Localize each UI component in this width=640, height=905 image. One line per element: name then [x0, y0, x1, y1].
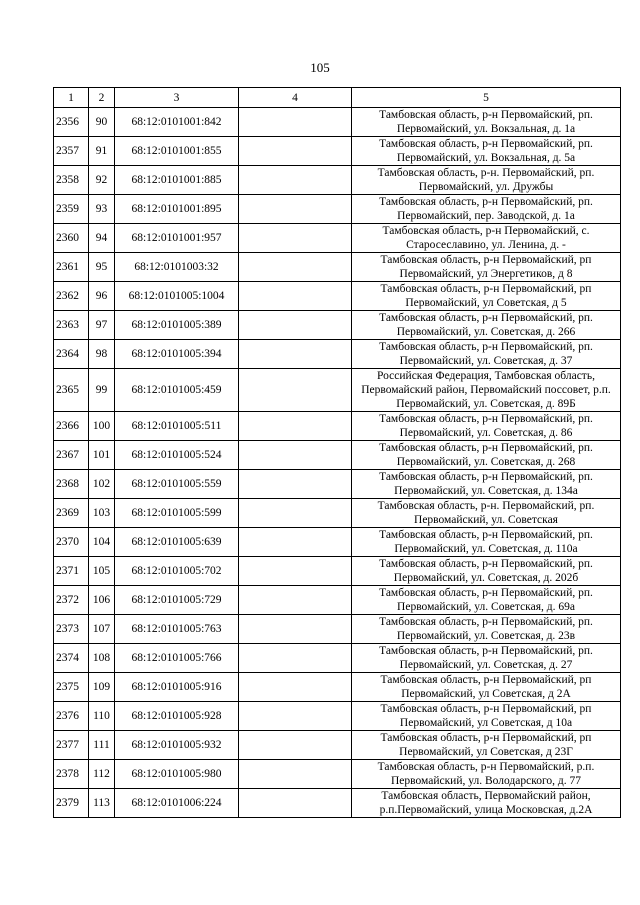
column-4-cell	[239, 499, 352, 528]
address-cell: Тамбовская область, р-н Первомайский, рп. Первомайский, ул. Вокзальная, д. 1а	[352, 108, 621, 137]
address-cell: Тамбовская область, р-н Первомайский, рп. Первомайский, ул. Советская, д. 27	[352, 644, 621, 673]
table-row	[54, 441, 621, 470]
row-number: 2357	[54, 137, 89, 166]
page-number: 105	[310, 60, 330, 75]
column-4-cell	[239, 557, 352, 586]
cadastral-number: 68:12:0101005:729	[115, 586, 239, 615]
row-number: 2369	[54, 499, 89, 528]
row-index: 94	[89, 224, 115, 253]
cadastral-number: 68:12:0101005:980	[115, 760, 239, 789]
row-number: 2374	[54, 644, 89, 673]
table-row	[54, 253, 621, 282]
table-row	[54, 731, 621, 760]
address-cell: Тамбовская область, р-н Первомайский, рп. Первомайский, ул. Советская, д. 268	[352, 441, 621, 470]
header-col-5: 5	[352, 88, 621, 108]
table-row	[54, 586, 621, 615]
row-number: 2362	[54, 282, 89, 311]
address-cell: Тамбовская область, Первомайский район, р.п.Первомайский, улица Московская, д.2А	[352, 789, 621, 818]
table-row	[54, 195, 621, 224]
address-cell: Тамбовская область, р-н Первомайский, рп. Первомайский, ул. Советская, д. 69а	[352, 586, 621, 615]
cadastral-number: 68:12:0101005:459	[115, 369, 239, 412]
column-4-cell	[239, 702, 352, 731]
table-row	[54, 760, 621, 789]
address-cell: Российская Федерация, Тамбовская область, Первомайский район, Первомайский поссовет, р.п. Первомайский, ул. Советская, д. 89Б	[352, 369, 621, 412]
row-index: 92	[89, 166, 115, 195]
row-index: 110	[89, 702, 115, 731]
column-4-cell	[239, 166, 352, 195]
address-cell: Тамбовская область, р-н Первомайский, рп. Первомайский, ул. Советская, д. 110а	[352, 528, 621, 557]
row-index: 109	[89, 673, 115, 702]
address-cell: Тамбовская область, р-н Первомайский, рп Первомайский, ул Советская, д 5	[352, 282, 621, 311]
address-cell: Тамбовская область, р-н Первомайский, рп. Первомайский, ул. Советская, д. 202б	[352, 557, 621, 586]
column-4-cell	[239, 195, 352, 224]
column-4-cell	[239, 369, 352, 412]
table-row	[54, 499, 621, 528]
row-index: 96	[89, 282, 115, 311]
row-number: 2370	[54, 528, 89, 557]
table-row	[54, 224, 621, 253]
row-index: 106	[89, 586, 115, 615]
row-index: 93	[89, 195, 115, 224]
address-cell: Тамбовская область, р-н Первомайский, рп. Первомайский, ул. Вокзальная, д. 5а	[352, 137, 621, 166]
column-4-cell	[239, 224, 352, 253]
row-index: 103	[89, 499, 115, 528]
cadastral-number: 68:12:0101001:895	[115, 195, 239, 224]
cadastral-number: 68:12:0101005:763	[115, 615, 239, 644]
row-index: 107	[89, 615, 115, 644]
row-index: 91	[89, 137, 115, 166]
cadastral-number: 68:12:0101005:394	[115, 340, 239, 369]
row-index: 98	[89, 340, 115, 369]
row-number: 2377	[54, 731, 89, 760]
header-col-1: 1	[54, 88, 89, 108]
row-number: 2376	[54, 702, 89, 731]
row-number: 2358	[54, 166, 89, 195]
cadastral-number: 68:12:0101006:224	[115, 789, 239, 818]
row-index: 102	[89, 470, 115, 499]
table-row	[54, 470, 621, 499]
column-4-cell	[239, 586, 352, 615]
row-index: 95	[89, 253, 115, 282]
row-index: 113	[89, 789, 115, 818]
cadastral-number: 68:12:0101005:932	[115, 731, 239, 760]
address-cell: Тамбовская область, р-н Первомайский, с. Старосеславино, ул. Ленина, д. -	[352, 224, 621, 253]
cadastral-number: 68:12:0101005:1004	[115, 282, 239, 311]
row-index: 101	[89, 441, 115, 470]
address-cell: Тамбовская область, р-н Первомайский, рп Первомайский, ул Советская, д 23Г	[352, 731, 621, 760]
table-row	[54, 108, 621, 137]
cadastral-number: 68:12:0101005:766	[115, 644, 239, 673]
cadastral-number: 68:12:0101001:885	[115, 166, 239, 195]
row-number: 2379	[54, 789, 89, 818]
row-number: 2378	[54, 760, 89, 789]
column-4-cell	[239, 108, 352, 137]
table-header	[54, 88, 621, 108]
cadastral-number: 68:12:0101001:957	[115, 224, 239, 253]
column-4-cell	[239, 615, 352, 644]
row-index: 108	[89, 644, 115, 673]
row-index: 112	[89, 760, 115, 789]
table-row	[54, 412, 621, 441]
column-4-cell	[239, 441, 352, 470]
table-row	[54, 369, 621, 412]
header-col-3: 3	[115, 88, 239, 108]
column-4-cell	[239, 673, 352, 702]
cadastral-number: 68:12:0101005:916	[115, 673, 239, 702]
address-cell: Тамбовская область, р-н Первомайский, рп Первомайский, ул Советская, д 10а	[352, 702, 621, 731]
row-number: 2360	[54, 224, 89, 253]
table-row	[54, 282, 621, 311]
row-number: 2361	[54, 253, 89, 282]
header-col-2: 2	[89, 88, 115, 108]
address-cell: Тамбовская область, р-н. Первомайский, рп. Первомайский, ул. Советская	[352, 499, 621, 528]
row-index: 97	[89, 311, 115, 340]
table-row	[54, 340, 621, 369]
address-cell: Тамбовская область, р-н Первомайский, рп Первомайский, ул Энергетиков, д 8	[352, 253, 621, 282]
cadastral-number: 68:12:0101003:32	[115, 253, 239, 282]
table-row	[54, 673, 621, 702]
column-4-cell	[239, 340, 352, 369]
header-col-4: 4	[239, 88, 352, 108]
cadastral-number: 68:12:0101005:524	[115, 441, 239, 470]
row-number: 2363	[54, 311, 89, 340]
cadastral-number: 68:12:0101005:511	[115, 412, 239, 441]
column-4-cell	[239, 731, 352, 760]
row-number: 2366	[54, 412, 89, 441]
row-number: 2375	[54, 673, 89, 702]
row-index: 100	[89, 412, 115, 441]
address-cell: Тамбовская область, р-н Первомайский, рп. Первомайский, ул. Советская, д. 37	[352, 340, 621, 369]
table-row	[54, 528, 621, 557]
table-row	[54, 166, 621, 195]
column-4-cell	[239, 253, 352, 282]
address-cell: Тамбовская область, р-н Первомайский, рп. Первомайский, ул. Советская, д. 23в	[352, 615, 621, 644]
column-4-cell	[239, 137, 352, 166]
address-cell: Тамбовская область, р-н Первомайский, рп. Первомайский, пер. Заводской, д. 1а	[352, 195, 621, 224]
row-number: 2365	[54, 369, 89, 412]
header-row	[54, 88, 621, 108]
row-index: 105	[89, 557, 115, 586]
row-number: 2364	[54, 340, 89, 369]
row-index: 104	[89, 528, 115, 557]
column-4-cell	[239, 412, 352, 441]
address-cell: Тамбовская область, р-н. Первомайский, рп. Первомайский, ул. Дружбы	[352, 166, 621, 195]
row-index: 99	[89, 369, 115, 412]
address-cell: Тамбовская область, р-н Первомайский, р.п. Первомайский, ул. Володарского, д. 77	[352, 760, 621, 789]
row-number: 2356	[54, 108, 89, 137]
table-row	[54, 615, 621, 644]
column-4-cell	[239, 789, 352, 818]
column-4-cell	[239, 470, 352, 499]
column-4-cell	[239, 282, 352, 311]
table-row	[54, 644, 621, 673]
column-4-cell	[239, 311, 352, 340]
cadastral-table	[53, 87, 621, 818]
cadastral-number: 68:12:0101005:599	[115, 499, 239, 528]
row-number: 2359	[54, 195, 89, 224]
cadastral-number: 68:12:0101005:559	[115, 470, 239, 499]
column-4-cell	[239, 644, 352, 673]
table-row	[54, 311, 621, 340]
cadastral-number: 68:12:0101005:928	[115, 702, 239, 731]
cadastral-number: 68:12:0101001:842	[115, 108, 239, 137]
row-index: 111	[89, 731, 115, 760]
table-row	[54, 557, 621, 586]
table-row	[54, 789, 621, 818]
row-number: 2367	[54, 441, 89, 470]
address-cell: Тамбовская область, р-н Первомайский, рп. Первомайский, ул. Советская, д. 266	[352, 311, 621, 340]
table-row	[54, 702, 621, 731]
row-index: 90	[89, 108, 115, 137]
column-4-cell	[239, 528, 352, 557]
row-number: 2373	[54, 615, 89, 644]
column-4-cell	[239, 760, 352, 789]
cadastral-number: 68:12:0101005:702	[115, 557, 239, 586]
address-cell: Тамбовская область, р-н Первомайский, рп. Первомайский, ул. Советская, д. 134а	[352, 470, 621, 499]
row-number: 2368	[54, 470, 89, 499]
address-cell: Тамбовская область, р-н Первомайский, рп. Первомайский, ул. Советская, д. 86	[352, 412, 621, 441]
table-row	[54, 137, 621, 166]
cadastral-number: 68:12:0101005:389	[115, 311, 239, 340]
cadastral-number: 68:12:0101001:855	[115, 137, 239, 166]
table-body	[54, 108, 621, 818]
address-cell: Тамбовская область, р-н Первомайский, рп Первомайский, ул Советская, д 2А	[352, 673, 621, 702]
row-number: 2371	[54, 557, 89, 586]
row-number: 2372	[54, 586, 89, 615]
cadastral-number: 68:12:0101005:639	[115, 528, 239, 557]
